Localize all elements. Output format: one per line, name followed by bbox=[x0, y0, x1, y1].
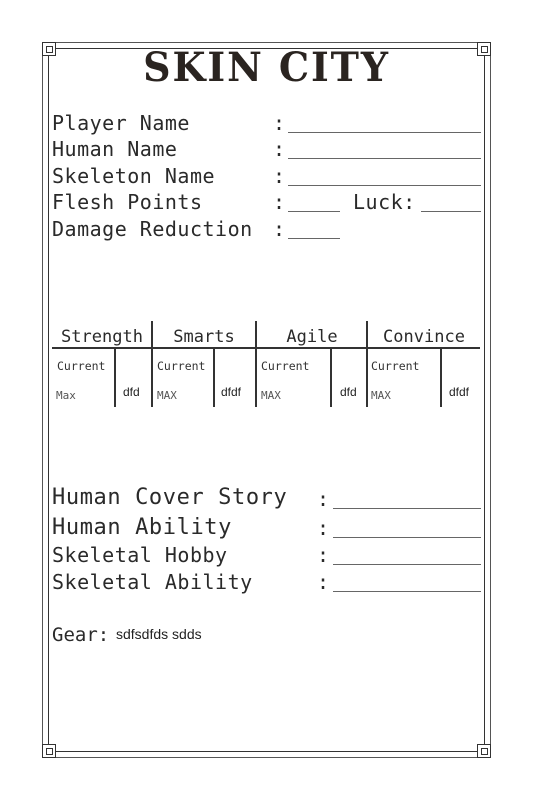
strength-subdivider bbox=[114, 349, 116, 407]
convince-value[interactable]: dfdf bbox=[449, 385, 470, 399]
player-name-field[interactable] bbox=[288, 132, 481, 133]
stat-divider-3 bbox=[366, 321, 368, 407]
human-cover-story-label: Human Cover Story bbox=[52, 485, 288, 510]
skeletal-ability-colon: : bbox=[317, 570, 330, 594]
skeleton-name-label: Skeleton Name bbox=[52, 164, 216, 188]
convince-max-label: MAX bbox=[371, 389, 391, 402]
human-cover-story-field[interactable] bbox=[333, 508, 481, 509]
convince-subdivider bbox=[440, 349, 442, 407]
human-name-field[interactable] bbox=[288, 158, 481, 159]
smarts-max-label: MAX bbox=[157, 389, 177, 402]
luck-label: Luck: bbox=[353, 190, 416, 214]
gear-value[interactable]: sdfsdfds sdds bbox=[116, 626, 202, 642]
damage-reduction-field[interactable] bbox=[288, 238, 340, 239]
stat-header-divider bbox=[52, 347, 480, 349]
player-name-label: Player Name bbox=[52, 111, 190, 135]
skeletal-ability-label: Skeletal Ability bbox=[52, 570, 253, 594]
convince-current-label: Current bbox=[371, 359, 420, 373]
smarts-current-label: Current bbox=[157, 359, 206, 373]
stat-header-strength: Strength bbox=[61, 327, 143, 347]
skeleton-name-colon: : bbox=[273, 164, 286, 188]
agile-value[interactable]: dfd bbox=[340, 385, 357, 399]
damage-reduction-label: Damage Reduction bbox=[52, 217, 253, 241]
human-name-label: Human Name bbox=[52, 137, 178, 161]
flesh-points-field[interactable] bbox=[288, 211, 340, 212]
human-cover-story-colon: : bbox=[317, 487, 330, 511]
stat-divider-1 bbox=[151, 321, 153, 407]
skeletal-hobby-field[interactable] bbox=[333, 564, 481, 565]
skeletal-hobby-label: Skeletal Hobby bbox=[52, 543, 228, 567]
agile-subdivider bbox=[330, 349, 332, 407]
human-ability-label: Human Ability bbox=[52, 515, 232, 540]
strength-value[interactable]: dfd bbox=[123, 385, 140, 399]
sheet-title: SKIN CITY bbox=[143, 44, 390, 91]
corner-ornament-bottom-right bbox=[477, 744, 491, 758]
gear-label: Gear: bbox=[52, 624, 110, 646]
skeleton-name-field[interactable] bbox=[288, 185, 481, 186]
agile-max-label: MAX bbox=[261, 389, 281, 402]
player-name-colon: : bbox=[273, 111, 286, 135]
flesh-points-label: Flesh Points bbox=[52, 190, 203, 214]
strength-current-label: Current bbox=[57, 359, 106, 373]
corner-ornament-bottom-left bbox=[42, 744, 56, 758]
stat-divider-2 bbox=[255, 321, 257, 407]
luck-field[interactable] bbox=[421, 211, 481, 212]
agile-current-label: Current bbox=[261, 359, 310, 373]
smarts-subdivider bbox=[213, 349, 215, 407]
smarts-value[interactable]: dfdf bbox=[221, 385, 242, 399]
human-ability-colon: : bbox=[317, 516, 330, 540]
damage-reduction-colon: : bbox=[273, 217, 286, 241]
stat-header-smarts: Smarts bbox=[173, 327, 235, 347]
stat-header-convince: Convince bbox=[383, 327, 465, 347]
human-name-colon: : bbox=[273, 137, 286, 161]
skeletal-ability-field[interactable] bbox=[333, 591, 481, 592]
stat-header-agile: Agile bbox=[286, 327, 338, 347]
strength-max-label: Max bbox=[56, 389, 76, 402]
flesh-points-colon: : bbox=[273, 190, 286, 214]
skeletal-hobby-colon: : bbox=[317, 543, 330, 567]
human-ability-field[interactable] bbox=[333, 537, 481, 538]
